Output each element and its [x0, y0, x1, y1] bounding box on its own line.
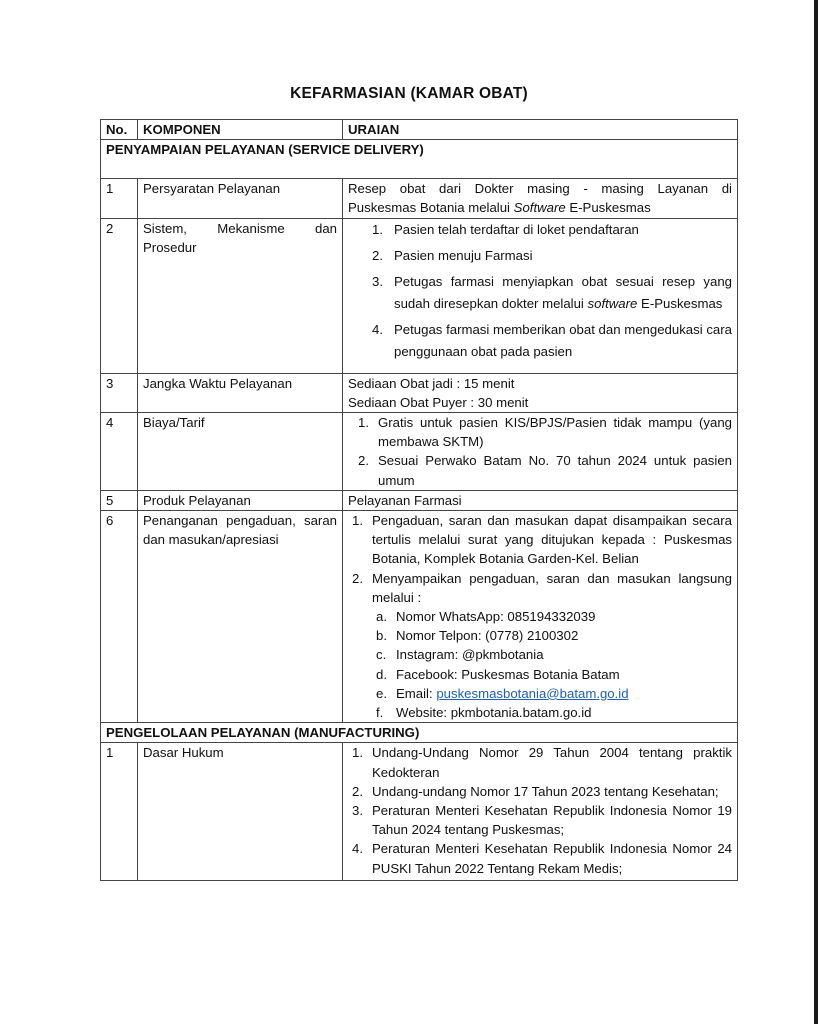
row-number: 3: [101, 373, 138, 412]
procedure-list: [348, 219, 732, 363]
list-item: 4. Petugas farmasi memberikan obat dan mengedukasi cara penggunaan obat pada pasien: [372, 321, 732, 359]
table-row: [101, 413, 738, 491]
header-komponen: KOMPONEN: [138, 120, 343, 140]
table-row: [101, 511, 738, 723]
email-link[interactable]: puskesmasbotania@batam.go.id: [436, 685, 629, 701]
row-uraian: [343, 413, 738, 491]
row-number: 5: [101, 490, 138, 510]
row-number: 2: [101, 218, 138, 373]
row-number: 1: [101, 179, 138, 218]
header-uraian: URAIAN: [343, 120, 738, 140]
contact-list: [348, 607, 732, 722]
list-item: 3. Peraturan Menteri Kesehatan Republik Indonesia Nomor 19 Tahun 2024 tentang Puskesmas;: [352, 803, 732, 838]
table-row: [101, 373, 738, 412]
text-segment: Puskesmas Botania melalui: [348, 200, 514, 216]
table-row: [101, 743, 738, 880]
row-uraian: Pelayanan Farmasi: [343, 490, 738, 510]
row-komponen: Produk Pelayanan: [138, 490, 343, 510]
row-komponen: Jangka Waktu Pelayanan: [138, 373, 343, 412]
list-item: 2. Pasien menuju Farmasi: [372, 247, 533, 263]
complaint-list: [348, 511, 732, 607]
row-komponen: Sistem, Mekanisme dan Prosedur: [138, 218, 343, 373]
header-no: No.: [101, 120, 138, 140]
list-item: 1. Undang-Undang Nomor 29 Tahun 2004 tentang praktik Kedokteran: [352, 745, 732, 780]
list-item: 1. Pengaduan, saran dan masukan dapat disampaikan secara tertulis melalui surat yang ditujukan kepada : Puskesmas Botania, Komplek Botania Garden-Kel. Belian: [352, 513, 732, 567]
contact-facebook: d. Facebook: Puskesmas Botania Batam: [376, 666, 620, 682]
contact-email: e. Email: puskesmasbotania@batam.go.id: [376, 685, 629, 701]
contact-telpon: b. Nomor Telpon: (0778) 2100302: [376, 628, 579, 644]
table-row: [101, 179, 738, 218]
row-uraian: [343, 373, 738, 412]
row-komponen: Dasar Hukum: [138, 743, 343, 880]
row-uraian: [343, 743, 738, 880]
table-header-row: [101, 120, 738, 140]
section-manufacturing: [101, 723, 738, 743]
list-item: 1. Pasien telah terdaftar di loket pendaftaran: [372, 221, 639, 237]
list-item: 3. Petugas farmasi menyiapkan obat sesuai resep yang sudah diresepkan dokter melalui software E-Puskesmas: [372, 273, 732, 311]
list-item: 2. Undang-undang Nomor 17 Tahun 2023 tentang Kesehatan;: [352, 783, 719, 799]
row-komponen: Biaya/Tarif: [138, 413, 343, 491]
list-item: 4. Peraturan Menteri Kesehatan Republik Indonesia Nomor 24 PUSKI Tahun 2022 Tentang Rekam Medis;: [352, 841, 732, 876]
row-uraian: [343, 218, 738, 373]
legal-basis-list: [348, 743, 732, 877]
contact-website: f. Website: pkmbotania.batam.go.id: [376, 705, 592, 721]
row-komponen: Penanganan pengaduan, saran dan masukan/apresiasi: [138, 511, 343, 723]
uraian-line: Sediaan Obat jadi : 15 menit: [348, 375, 515, 391]
page-title: KEFARMASIAN (KAMAR OBAT): [290, 85, 528, 102]
row-uraian: [343, 511, 738, 723]
page-edge-shadow: [814, 0, 818, 1024]
section-title: PENYAMPAIAN PELAYANAN (SERVICE DELIVERY): [101, 140, 738, 179]
section-title: PENGELOLAAN PELAYANAN (MANUFACTURING): [101, 723, 738, 743]
table-row: [101, 490, 738, 510]
uraian-line: Sediaan Obat Puyer : 30 menit: [348, 394, 529, 410]
text-italic: Software: [513, 200, 566, 216]
row-number: 1: [101, 743, 138, 880]
table-row: [101, 218, 738, 373]
list-item: 2. Sesuai Perwako Batam No. 70 tahun 2024 untuk pasien umum: [358, 453, 732, 488]
tariff-list: [348, 413, 732, 490]
contact-instagram: c. Instagram: @pkmbotania: [376, 647, 544, 663]
section-service-delivery: [101, 140, 738, 179]
row-uraian: [343, 179, 738, 218]
list-item: 2. Menyampaikan pengaduan, saran dan masukan langsung melalui :: [352, 570, 732, 605]
text-segment: E-Puskesmas: [565, 200, 651, 216]
list-item: 1. Gratis untuk pasien KIS/BPJS/Pasien tidak mampu (yang membawa SKTM): [358, 415, 732, 450]
contact-whatsapp: a. Nomor WhatsApp: 085194332039: [376, 609, 596, 625]
row-number: 6: [101, 511, 138, 723]
row-number: 4: [101, 413, 138, 491]
uraian-line: Resep obat dari Dokter masing - masing Layanan di: [348, 181, 732, 197]
service-standard-table: [100, 119, 738, 881]
uraian-line: [348, 198, 732, 217]
row-komponen: Persyaratan Pelayanan: [138, 179, 343, 218]
